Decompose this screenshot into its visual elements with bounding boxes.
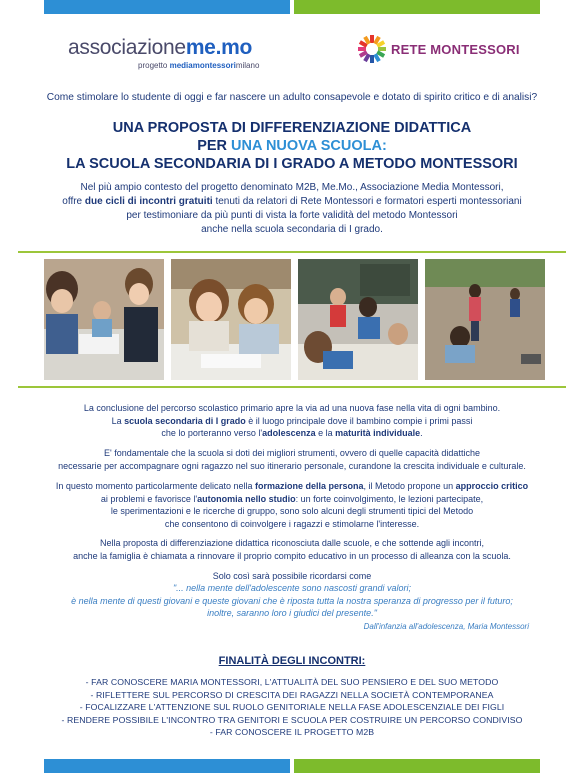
body-bold: approccio critico xyxy=(455,481,529,491)
body-text: In questo momento particolarmente delicato nella xyxy=(55,481,255,491)
memo-logo xyxy=(68,36,259,70)
body-paragraph-1 xyxy=(0,402,584,440)
intro-line: anche nella scuola secondaria di I grado. xyxy=(201,224,383,235)
finalita-item: - RENDERE POSSIBILE L'INCONTRO TRA GENITORI E SCUOLA PER COSTRUIRE UN PERCORSO CONDIVISO xyxy=(61,714,523,725)
body-text: , il Metodo propone un xyxy=(363,481,456,491)
title-line-2 xyxy=(0,137,584,155)
body-text: ai problemi e favorisce l' xyxy=(100,493,198,504)
flower-icon xyxy=(357,34,387,64)
body-paragraph-5 xyxy=(0,570,584,583)
body-text: che lo porteranno verso l' xyxy=(161,428,263,438)
quote-line: "... nella mente dell'adolescente sono nascosti grandi valori; xyxy=(172,583,412,593)
body-line: necessarie per accompagnare ogni ragazzo nel suo itinerario personale, curandone la crescita individuale e culturale. xyxy=(58,460,526,471)
divider-top xyxy=(18,251,566,253)
montessori-quote xyxy=(0,582,584,620)
title-line-3: LA SCUOLA SECONDARIA DI I GRADO A METODO MONTESSORI xyxy=(66,156,518,172)
photo-children-table xyxy=(44,259,164,380)
title-line-2a: PER xyxy=(197,138,232,154)
body-line: anche la famiglia è chiamata a rinnovare il proprio compito educativo in un processo di alleanza con la scuola. xyxy=(73,550,511,561)
body-line xyxy=(0,415,584,428)
body-text: e la xyxy=(315,428,336,438)
finalita-item: - RIFLETTERE SUL PERCORSO DI CRESCITA DEI RAGAZZI NELLA SOCIETÀ CONTEMPORANEA xyxy=(90,689,494,700)
rete-label: RETE MONTESSORI xyxy=(391,41,520,57)
intro-bold: due cicli di incontri gratuiti xyxy=(84,196,213,207)
finalita-item: - FOCALIZZARE L'ATTENZIONE SUL RUOLO GENITORIALE NELLA FASE ADOLESCENZIALE DEI FIGLI xyxy=(79,702,505,712)
body-line xyxy=(0,427,584,440)
body-line: La conclusione del percorso scolastico primario apre la via ad una nuova fase nella vita di ogni bambino. xyxy=(83,403,501,413)
logo-name: me.mo xyxy=(185,36,252,59)
photo-girls-reading xyxy=(171,259,291,380)
bottom-bar-green xyxy=(294,759,540,773)
body-bold: maturità individuale xyxy=(335,428,421,438)
body-line: E' fondamentale che la scuola si doti dei migliori strumenti, ovvero di quelle capacità didattiche xyxy=(104,448,480,458)
finalita-list xyxy=(0,676,584,739)
body-line xyxy=(0,480,584,493)
intro-paragraph xyxy=(0,181,584,237)
page-title xyxy=(0,119,584,173)
logo-prefix: associazione xyxy=(68,36,186,59)
quote-line: inoltre, saranno loro i giudici del presente." xyxy=(207,608,377,618)
photo-strip xyxy=(44,259,545,380)
intro-line: Nel più ampio contesto del progetto denominato M2B, Me.Mo., Associazione Media Montessori, xyxy=(80,182,504,193)
finalita-item: - FAR CONOSCERE IL PROGETTO M2B xyxy=(209,727,375,737)
intro-text: tenuti da relatori di Rete Montessori e formatori esperti montessoriani xyxy=(212,196,522,207)
body-paragraph-3 xyxy=(0,480,584,530)
body-bold: autonomia nello studio xyxy=(197,493,296,504)
body-paragraph-4 xyxy=(0,537,584,562)
body-line: le sperimentazioni e le ricerche di gruppo, sono solo alcuni degli strumenti tipici del Metodo xyxy=(110,506,474,516)
logo-sub-prefix: progetto xyxy=(138,61,170,70)
photo-classroom xyxy=(298,259,418,380)
top-bar-green xyxy=(294,0,540,14)
body-line: Nella proposta di differenziazione didattica riconosciuta dalle scuole, e che sottende agli incontri, xyxy=(99,538,485,548)
title-line-2b: UNA NUOVA SCUOLA: xyxy=(231,138,387,154)
intro-text: offre xyxy=(62,196,85,207)
body-bold: scuola secondaria di I grado xyxy=(124,415,246,426)
intro-line: per testimoniare da più punti di vista la forte validità del metodo Montessori xyxy=(126,210,458,221)
body-text: è il luogo principale dove il bambino compie i primi passi xyxy=(245,415,473,426)
title-line-1: UNA PROPOSTA DI DIFFERENZIAZIONE DIDATTICA xyxy=(112,120,472,136)
divider-bottom xyxy=(18,386,566,388)
body-text: : un forte coinvolgimento, le lezioni partecipate, xyxy=(295,493,484,504)
body-bold: adolescenza xyxy=(262,428,316,438)
photo-outdoor xyxy=(425,259,545,380)
logo-sub-name: mediamontessori xyxy=(169,61,236,70)
body-text: . xyxy=(420,428,423,438)
body-line xyxy=(0,493,584,506)
intro-question: Come stimolare lo studente di oggi e far nascere un adulto consapevole e dotato di spirito critico e di analisi? xyxy=(46,92,538,103)
intro-line xyxy=(0,195,584,209)
body-bold: formazione della persona xyxy=(255,481,364,491)
logo-sub-city: milano xyxy=(235,61,260,70)
body-line: che consentono di coinvolgere i ragazzi e stimolarne l'interesse. xyxy=(164,518,420,529)
body-line: Solo così sarà possibile ricordarsi come xyxy=(212,571,372,581)
body-paragraph-2 xyxy=(0,447,584,472)
body-text: La xyxy=(111,415,125,426)
quote-line: è nella mente di questi giovani e queste giovani che è riposta tutta la nostra speranza di progresso per il futuro; xyxy=(71,595,513,606)
top-bar-blue xyxy=(44,0,290,14)
finalita-item: - FAR CONOSCERE MARIA MONTESSORI, L'ATTUALITÀ DEL SUO PENSIERO E DEL SUO METODO xyxy=(85,677,499,687)
quote-signature: Dall'infanzia all'adolescenza, Maria Montessori xyxy=(363,622,529,631)
bottom-bar-blue xyxy=(44,759,290,773)
rete-montessori-logo xyxy=(357,34,520,64)
finalita-title: FINALITÀ DEGLI INCONTRI: xyxy=(218,655,366,667)
